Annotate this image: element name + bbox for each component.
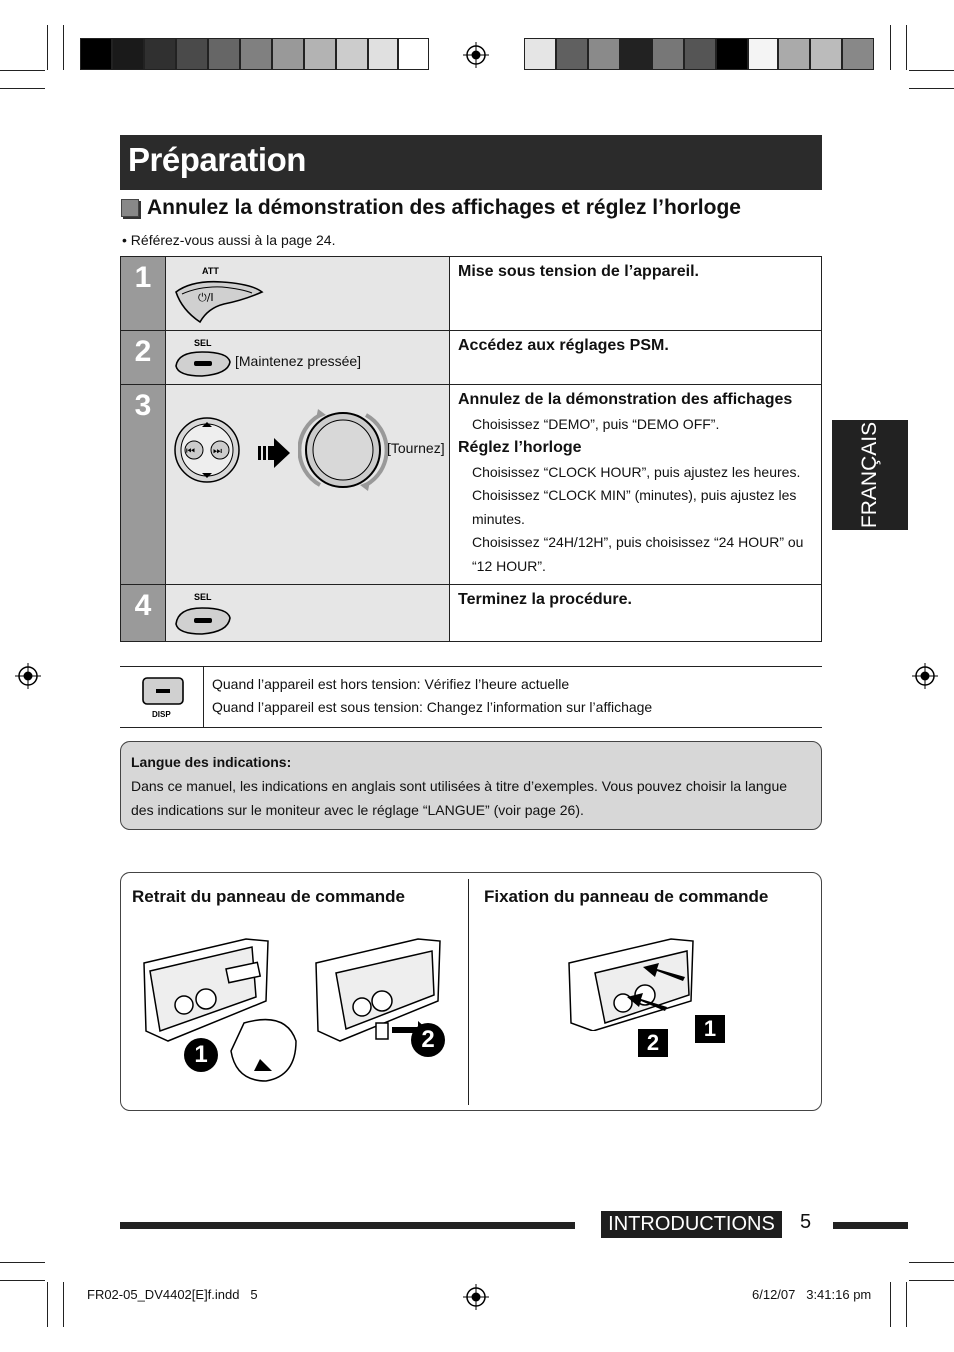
step-marker-2-square: 2 <box>638 1029 668 1057</box>
step-number: 3 <box>121 385 166 584</box>
language-heading: Langue des indications: <box>131 754 292 770</box>
language-tab-label: FRANÇAIS <box>858 421 881 529</box>
language-info-box <box>120 741 822 830</box>
svg-text:SEL: SEL <box>194 592 212 602</box>
disp-description <box>212 673 652 719</box>
disp-button-cell <box>120 667 204 727</box>
panel-attach-illustration <box>565 931 705 1031</box>
power-button-icon[interactable] <box>172 262 272 324</box>
step-line: Choisissez “DEMO”, puis “DEMO OFF”. <box>472 416 720 432</box>
step-row-2 <box>121 331 821 385</box>
step-number: 2 <box>121 331 166 384</box>
panel-attach-heading: Fixation du panneau de commande <box>484 887 769 906</box>
disp-info-row <box>120 666 822 728</box>
step-illustration <box>166 385 450 584</box>
step-row-1 <box>121 257 821 331</box>
step-line: “12 HOUR”. <box>472 557 546 574</box>
registration-mark-top <box>463 42 489 68</box>
step-number: 1 <box>121 257 166 330</box>
panel-instructions-box <box>120 872 822 1111</box>
title-bar <box>120 135 822 190</box>
step-row-3 <box>121 385 821 585</box>
step-text <box>450 385 821 584</box>
turn-instruction: [Tournez] <box>387 440 445 456</box>
hold-instruction: [Maintenez pressée] <box>235 353 362 369</box>
disp-button-icon[interactable] <box>140 675 186 721</box>
step-row-4 <box>121 585 821 641</box>
registration-mark-bottom <box>463 1284 489 1310</box>
step-line: Choisissez “CLOCK MIN” (minutes), puis ajustez les <box>472 487 797 503</box>
step-heading: Annulez de la démonstration des affichages <box>458 391 793 408</box>
registration-mark-right <box>912 663 938 689</box>
reference-note: • Référez-vous aussi à la page 24. <box>122 232 336 248</box>
step-marker-1: 1 <box>184 1038 218 1072</box>
step-marker-2: 2 <box>411 1023 445 1057</box>
section-heading <box>121 196 741 220</box>
language-tab <box>832 420 908 530</box>
footer-rule-left <box>120 1222 575 1229</box>
svg-text:SEL: SEL <box>194 338 212 348</box>
panel-removal-illustration <box>136 931 441 1089</box>
panel-removal-heading: Retrait du panneau de commande <box>132 887 405 906</box>
svg-text:⏭: ⏭ <box>213 446 222 457</box>
language-body: Dans ce manuel, les indications en anglais sont utilisées à titre d’exemples. Vous pouvez choisir la langue des indications sur le moniteur avec le réglage “LANGUE” (voir page 26). <box>131 778 788 818</box>
power-symbol: ⏻/I <box>198 291 214 304</box>
page-number: 5 <box>800 1211 812 1233</box>
step-line: Choisissez “CLOCK HOUR”, puis ajustez les heures. <box>472 463 801 480</box>
footer-rule-right <box>833 1222 908 1229</box>
step-text <box>450 257 821 330</box>
step-heading: Terminez la procédure. <box>458 591 632 608</box>
square-bullet-icon <box>121 199 139 217</box>
step-illustration <box>166 331 450 384</box>
disp-line: Quand l’appareil est hors tension: Vérifiez l’heure actuelle <box>212 676 570 692</box>
registration-mark-left <box>15 663 41 689</box>
arrow-right-icon <box>256 435 292 471</box>
sel-button-icon[interactable] <box>172 336 236 378</box>
step-text <box>450 585 821 641</box>
step-illustration <box>166 257 450 330</box>
section-heading-text: Annulez la démonstration des affichages et réglez l’horloge <box>147 196 741 219</box>
sel-button-icon[interactable] <box>172 590 236 636</box>
step-heading: Mise sous tension de l’appareil. <box>458 263 699 280</box>
step-number: 4 <box>121 585 166 641</box>
disp-line: Quand l’appareil est sous tension: Changez l’information sur l’affichage <box>212 699 653 715</box>
step-illustration <box>166 585 450 641</box>
steps-table <box>120 256 822 642</box>
rotary-knob-icon[interactable] <box>298 405 388 495</box>
file-info: FR02-05_DV4402[E]f.indd 5 <box>87 1287 258 1302</box>
step-marker-1-square: 1 <box>695 1015 725 1043</box>
page-title: Préparation <box>128 141 306 178</box>
svg-text:DISP: DISP <box>152 710 171 719</box>
att-label: ATT <box>202 266 219 276</box>
panel-divider <box>468 879 469 1105</box>
control-pad-icon[interactable] <box>172 415 242 485</box>
step-line: Choisissez “24H/12H”, puis choisissez “24 HOUR” ou <box>472 534 804 550</box>
step-text <box>450 331 821 384</box>
step-heading: Accédez aux réglages PSM. <box>458 337 669 354</box>
step-subheading: Réglez l’horloge <box>458 438 582 456</box>
step-line: minutes. <box>472 510 525 527</box>
section-tag: INTRODUCTIONS <box>601 1211 782 1238</box>
print-date: 6/12/07 3:41:16 pm <box>752 1287 872 1302</box>
svg-text:⏮: ⏮ <box>186 446 195 457</box>
